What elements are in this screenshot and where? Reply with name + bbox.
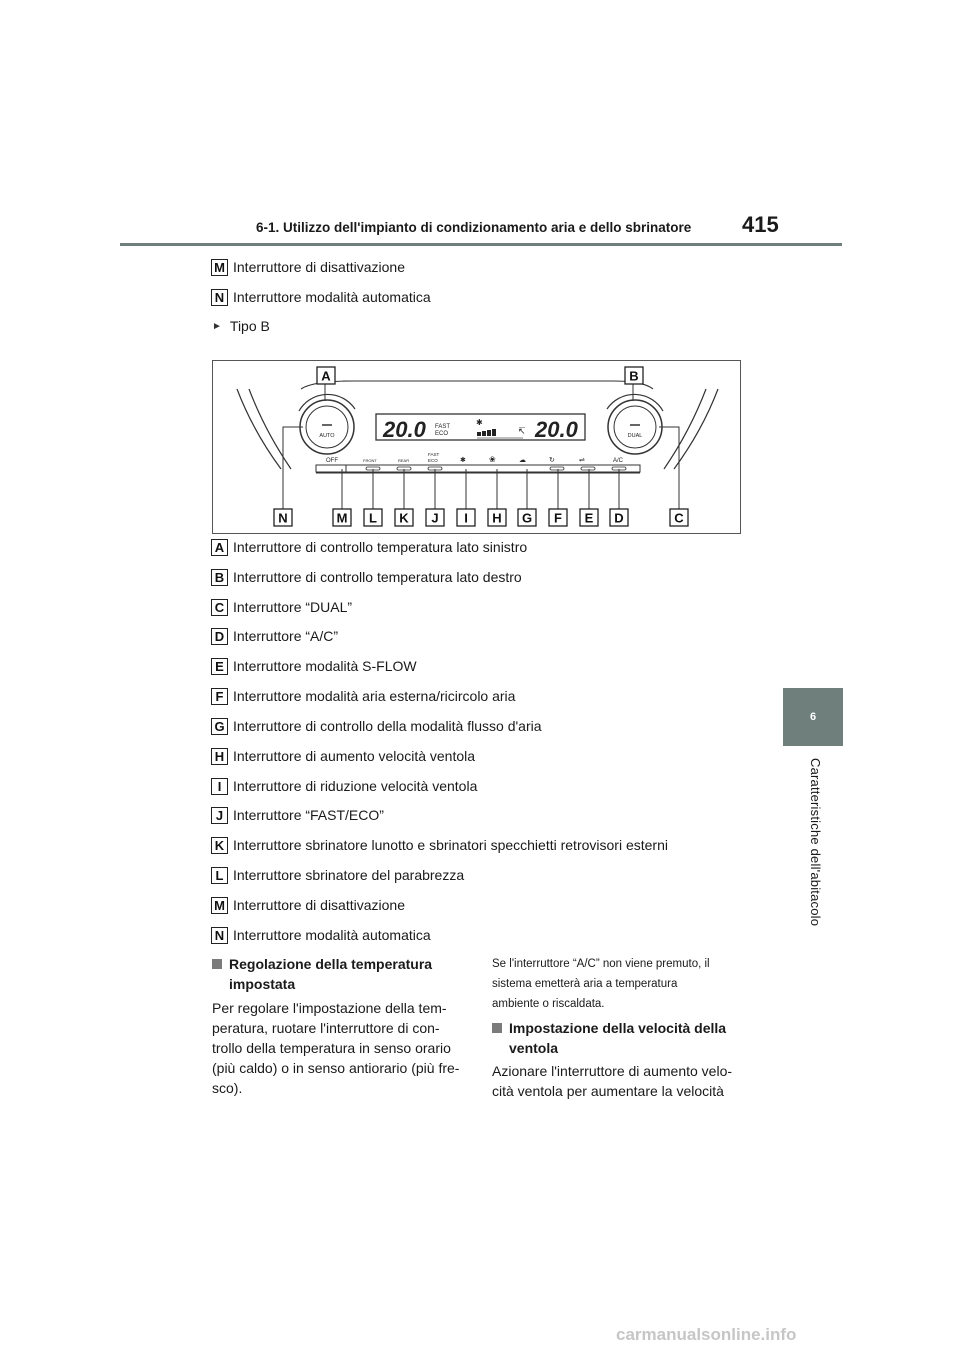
callout-K [395, 509, 413, 526]
list-item [211, 287, 431, 307]
btn-eco-label: ECO [428, 458, 438, 463]
left-temperature-knob [299, 394, 355, 454]
svg-text:❀: ❀ [489, 455, 496, 464]
chapter-tab: 6 [783, 688, 843, 746]
heading-line: impostata [229, 976, 296, 992]
legend-item [211, 656, 417, 676]
svg-text:⇌: ⇌ [579, 457, 585, 464]
note-line: ambiente o riscaldata. [492, 998, 605, 1010]
callout-badge: N [211, 289, 228, 306]
off-label: OFF [326, 458, 338, 464]
legend-item [211, 895, 405, 915]
legend-item-text: Interruttore sbrinatore lunotto e sbrinatori specchietti retrovisori esterni [233, 837, 668, 853]
para-line: peratura, ruotare l'interruttore di con- [212, 1020, 440, 1036]
right-temperature-knob [607, 394, 663, 454]
legend-item-text: Interruttore “A/C” [233, 628, 339, 644]
svg-text:I: I [464, 510, 468, 526]
para-line: Azionare l'interruttore di aumento velo- [492, 1063, 733, 1079]
ac-label: A/C [613, 458, 624, 464]
legend-item [211, 567, 522, 587]
callout-badge: D [211, 628, 228, 645]
auto-label: AUTO [319, 433, 335, 439]
list-item-text: Interruttore di disattivazione [233, 259, 405, 275]
note-line: Se l'interruttore “A/C” non viene premuto, il [492, 958, 710, 970]
callout-A [317, 367, 335, 384]
fan-speed-paragraph [492, 1061, 752, 1101]
callout-D [610, 509, 628, 526]
callout-badge: B [211, 569, 228, 586]
chapter-side-label: Caratteristiche dell'abitacolo [808, 758, 823, 927]
para-line: (più caldo) o in senso antiorario (più fre- [212, 1060, 460, 1076]
svg-text:☁: ☁ [519, 457, 526, 464]
legend-item-text: Interruttore “FAST/ECO” [233, 807, 384, 823]
callout-L [364, 509, 382, 526]
callout-I [457, 509, 475, 526]
svg-text:L: L [369, 510, 377, 526]
legend-item [211, 925, 431, 945]
legend-item-text: Interruttore di controllo temperatura lato sinistro [233, 539, 528, 555]
svg-text:✱: ✱ [476, 418, 483, 427]
header-divider [120, 243, 842, 246]
callout-B [625, 367, 643, 384]
legend-item [211, 835, 668, 855]
callout-G [518, 509, 536, 526]
list-item-text: Interruttore modalità automatica [233, 289, 431, 305]
legend-item [211, 716, 542, 736]
section-header-title: 6-1. Utilizzo dell'impianto di condizionamento aria e dello sbrinatore [256, 220, 692, 235]
list-item [211, 257, 405, 277]
callout-badge: K [211, 837, 228, 854]
legend-item-text: Interruttore di riduzione velocità ventola [233, 778, 478, 794]
type-heading-text: Tipo B [229, 318, 270, 334]
svg-text:D: D [614, 510, 624, 526]
heading-line: Regolazione della temperatura [229, 956, 433, 972]
svg-text:C: C [674, 510, 684, 526]
svg-text:G: G [521, 510, 533, 526]
legend-item-text: Interruttore di aumento velocità ventola [233, 748, 476, 764]
climate-panel-diagram [213, 361, 742, 535]
legend-item-text: Interruttore modalità aria esterna/ricircolo aria [233, 688, 516, 704]
fast-eco-bottom: ECO [435, 431, 449, 437]
callout-badge: M [211, 259, 228, 276]
callout-badge: M [211, 897, 228, 914]
ac-note [492, 954, 752, 1014]
page-number: 415 [742, 212, 779, 237]
callout-badge: A [211, 539, 228, 556]
svg-text:F: F [554, 510, 562, 526]
right-temp-display: 20.0 [535, 417, 578, 442]
para-line: cità ventola per aumentare la velocità [492, 1083, 724, 1099]
callout-F [549, 509, 567, 526]
svg-text:M: M [336, 510, 348, 526]
square-bullet-icon [212, 959, 222, 969]
front-label: FRONT [363, 458, 377, 463]
para-line: sco). [212, 1080, 243, 1096]
legend-item [211, 746, 475, 766]
legend-item [211, 597, 352, 617]
svg-text:✱: ✱ [460, 457, 466, 464]
legend-item-text: Interruttore “DUAL” [233, 599, 353, 615]
legend-item [211, 626, 338, 646]
svg-text:K: K [399, 510, 409, 526]
fast-eco-top: FAST [435, 424, 451, 430]
callout-badge: E [211, 658, 228, 675]
para-line: Per regolare l'impostazione della tem- [212, 1000, 447, 1016]
svg-text:H: H [492, 510, 502, 526]
heading-line: ventola [509, 1040, 559, 1056]
btn-fast-label: FAST [428, 452, 440, 457]
callout-badge: J [211, 807, 228, 824]
heading-line: Impostazione della velocità della [509, 1020, 727, 1036]
section-heading-fan-speed [492, 1018, 752, 1058]
svg-text:J: J [431, 510, 439, 526]
callout-badge: N [211, 927, 228, 944]
watermark: carmanualsonline.info [616, 1325, 797, 1344]
rear-label: REAR [398, 458, 410, 463]
svg-text:B: B [629, 368, 639, 384]
svg-text:E: E [584, 510, 594, 526]
button-row [316, 452, 640, 473]
callout-badge: I [211, 778, 228, 795]
dual-label: DUAL [627, 433, 643, 439]
callout-E [580, 509, 598, 526]
callout-N [274, 509, 292, 526]
legend-item-text: Interruttore di disattivazione [233, 897, 405, 913]
left-temp-display: 20.0 [383, 417, 426, 442]
callout-badge: G [211, 718, 228, 735]
arrow-right-icon: ► [212, 320, 222, 332]
legend-item [211, 537, 527, 557]
section-heading-temperature [212, 954, 462, 994]
type-heading [212, 318, 270, 334]
callout-M [333, 509, 351, 526]
temperature-paragraph [212, 998, 472, 1098]
para-line: trollo della temperatura in senso orario [212, 1040, 451, 1056]
legend-item-text: Interruttore sbrinatore del parabrezza [233, 867, 465, 883]
svg-text:↸: ↸ [518, 426, 526, 436]
callout-badge: F [211, 688, 228, 705]
legend-item-text: Interruttore modalità S-FLOW [233, 658, 417, 674]
callout-H [488, 509, 506, 526]
legend-item [211, 865, 464, 885]
legend-item [211, 686, 515, 706]
svg-text:A: A [321, 368, 331, 384]
callout-J [426, 509, 444, 526]
callout-badge: H [211, 748, 228, 765]
legend-item-text: Interruttore modalità automatica [233, 927, 431, 943]
square-bullet-icon [492, 1023, 502, 1033]
callout-badge: L [211, 867, 228, 884]
legend-item [211, 805, 384, 825]
note-line: sistema emetterà aria a temperatura [492, 978, 678, 990]
legend-item-text: Interruttore di controllo temperatura lato destro [233, 569, 522, 585]
legend-item-text: Interruttore di controllo della modalità flusso d'aria [233, 718, 542, 734]
callout-C [670, 509, 688, 526]
svg-text:↻: ↻ [549, 457, 555, 464]
svg-text:N: N [278, 510, 288, 526]
callout-badge: C [211, 599, 228, 616]
legend-item [211, 776, 477, 796]
climate-panel-figure [212, 360, 741, 534]
